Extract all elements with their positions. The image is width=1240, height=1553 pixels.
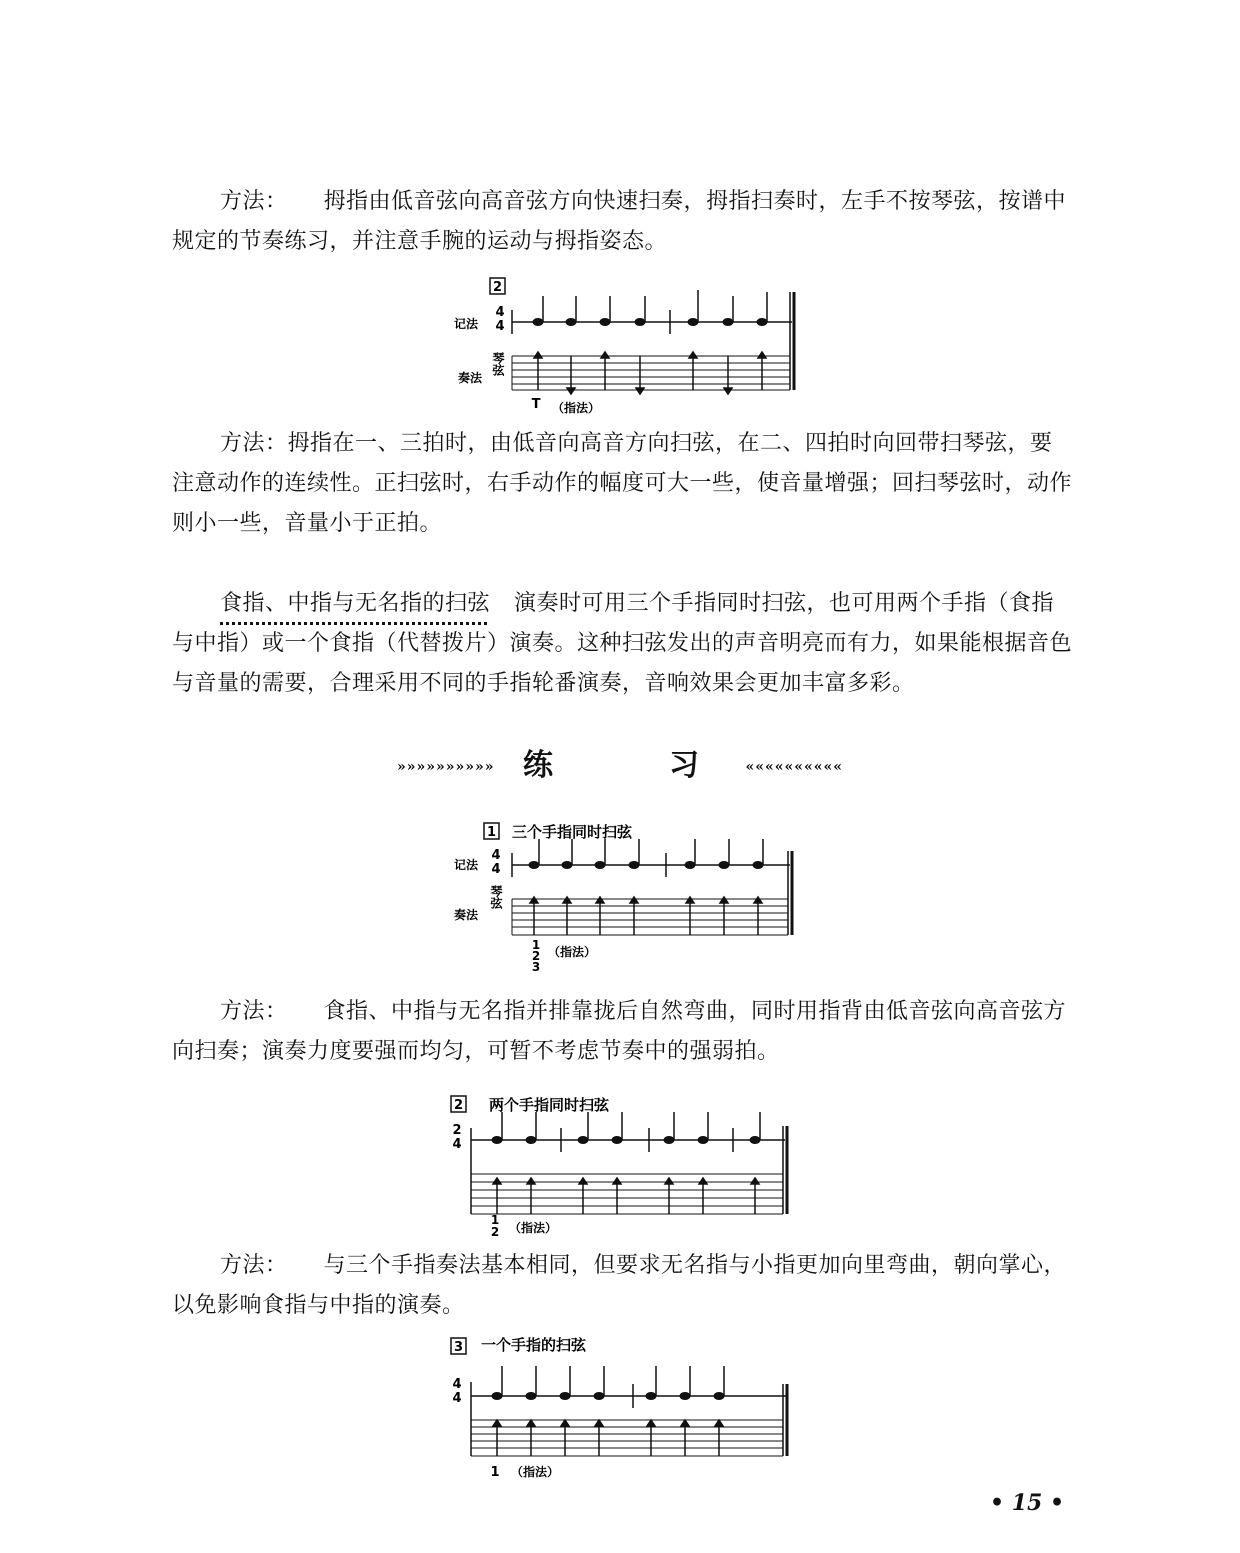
figure-thumb-strum <box>450 270 810 420</box>
figure-one-finger-strum <box>445 1330 805 1480</box>
time-signature-bottom: 4 <box>491 862 501 877</box>
strings-label: 琴弦 <box>489 885 503 909</box>
section-term: 食指、中指与无名指的扫弦 <box>220 591 491 616</box>
staff-notes <box>492 1112 761 1144</box>
staff-notes <box>492 1366 725 1400</box>
section-text: 演奏时可用三个手指同时扫弦，也可用两个手指（食指与中指）或一个食指（代替拨片）演奏。这种扫弦发出的声音明亮而有力，如果能根据音色与音量的需要，合理采用不同的手指轮番演奏，音响效果会更加丰富多彩。 <box>172 591 1073 696</box>
finger-mark <box>532 938 540 974</box>
figure-title: 两个手指同时扫弦 <box>489 1096 610 1114</box>
fingering-label: （指法） <box>548 945 597 959</box>
figure-two-finger-strum <box>445 1090 805 1240</box>
figure-number: 2 <box>492 280 503 295</box>
time-signature-bottom: 4 <box>452 1391 462 1406</box>
strum-arrows <box>530 897 762 935</box>
svg-text:3: 3 <box>531 960 541 974</box>
time-signature-bottom: 4 <box>495 319 505 334</box>
time-signature-bottom: 4 <box>452 1137 462 1152</box>
fingering-label: （指法） <box>509 1221 558 1235</box>
paragraph-thumb-method <box>172 182 1072 262</box>
paragraph-two-finger-method <box>172 1246 1072 1326</box>
tablature-lines <box>471 1420 783 1456</box>
method-label: 方法： <box>220 189 288 214</box>
svg-text:1: 1 <box>490 1213 500 1227</box>
heading-right-arrows: «««««««««« <box>745 759 843 775</box>
strum-arrows <box>493 1178 759 1214</box>
figure-title: 一个手指的扫弦 <box>481 1336 587 1354</box>
strum-arrows <box>534 352 766 394</box>
tablature-lines <box>512 899 788 935</box>
time-signature-top: 4 <box>495 305 505 320</box>
method-label: 方法： <box>220 999 288 1024</box>
figure-title: 三个手指同时扫弦 <box>512 823 633 841</box>
notation-label: 记法 <box>454 317 479 331</box>
paragraph-three-finger-strum <box>172 584 1072 704</box>
method-text: 食指、中指与无名指并排靠拢后自然弯曲，同时用指背由低音弦向高音弦方向扫奏；演奏力度要强而均匀，可暂不考虑节奏中的强弱拍。 <box>172 999 1067 1064</box>
heading-word-last: 习 <box>669 748 699 783</box>
finger-mark: 1 <box>490 1465 500 1480</box>
heading-left-arrows: »»»»»»»»»» <box>397 759 495 775</box>
heading-word-first: 练 <box>523 748 633 783</box>
playing-label: 奏法 <box>454 908 479 922</box>
svg-text:2: 2 <box>490 1225 500 1239</box>
method-text: 方法：拇指在一、三拍时，由低音向高音方向扫弦，在二、四拍时向回带扫琴弦，要注意动作的连续性。正扫弦时，右手动作的幅度可大一些，使音量增强；回扫琴弦时，动作则小一些，音量小于正拍。 <box>172 431 1073 536</box>
staff-notes <box>533 290 768 326</box>
time-signature-top: 2 <box>452 1123 462 1138</box>
tablature-lines <box>471 1174 783 1214</box>
paragraph-three-finger-method <box>172 992 1072 1072</box>
figure-number: 2 <box>453 1098 464 1113</box>
finger-mark: T <box>531 397 541 412</box>
tablature-lines <box>512 356 790 390</box>
exercise-heading <box>0 740 1240 784</box>
paragraph-thumb-alternate <box>172 424 1072 544</box>
method-text: 拇指由低音弦向高音弦方向快速扫奏，拇指扫奏时，左手不按琴弦，按谱中规定的节奏练习，并注意手腕的运动与拇指姿态。 <box>172 189 1067 254</box>
method-label: 方法： <box>220 1253 288 1278</box>
figure-three-finger-strum <box>450 815 810 975</box>
svg-text:2: 2 <box>531 949 541 963</box>
playing-label: 奏法 <box>458 371 483 385</box>
method-text: 与三个手指奏法基本相同，但要求无名指与小指更加向里弯曲，朝向掌心，以免影响食指与中指的演奏。 <box>172 1253 1067 1318</box>
fingering-label: （指法） <box>511 1465 560 1479</box>
notation-label: 记法 <box>454 858 479 872</box>
time-signature-top: 4 <box>452 1377 462 1392</box>
figure-number: 3 <box>453 1340 464 1355</box>
finger-mark <box>491 1213 499 1239</box>
figure-number: 1 <box>486 825 497 840</box>
strings-label: 琴弦 <box>491 352 505 376</box>
svg-text:1: 1 <box>531 938 541 952</box>
time-signature-top: 4 <box>491 848 501 863</box>
page-number: • 15 • <box>990 1490 1065 1516</box>
strum-arrows <box>493 1420 723 1456</box>
fingering-label: （指法） <box>552 401 601 415</box>
